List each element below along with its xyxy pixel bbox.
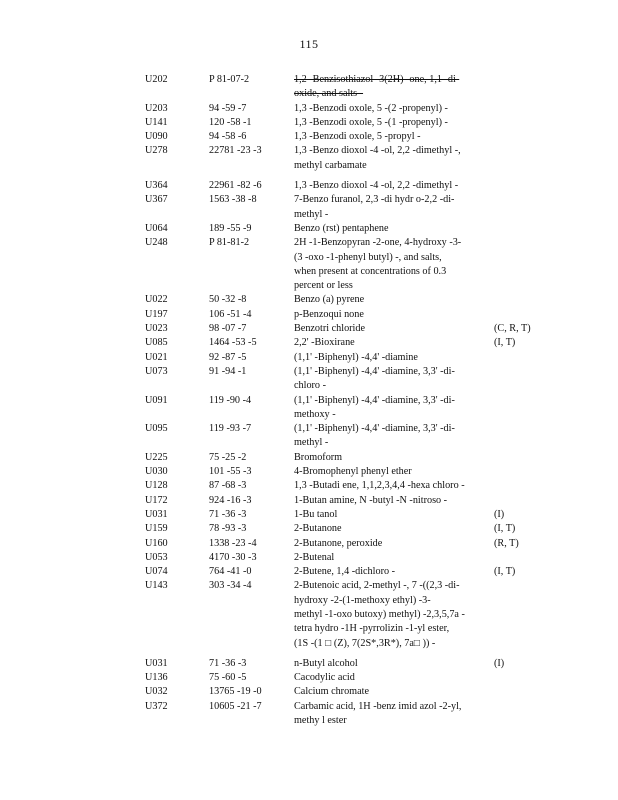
substance-name-line: methy l ester bbox=[294, 715, 347, 727]
substance-name-line: Benzotri chloride bbox=[294, 323, 366, 335]
waste-code: U030 bbox=[145, 466, 168, 478]
table-row bbox=[145, 508, 545, 522]
substance-name-line: 1-Bu tanol bbox=[294, 508, 338, 520]
table-row bbox=[145, 236, 545, 293]
waste-code: U031 bbox=[145, 657, 168, 669]
substance-name-line: 2-Butenal bbox=[294, 551, 335, 563]
table-row bbox=[145, 685, 545, 699]
table-row bbox=[145, 322, 545, 336]
waste-code: U053 bbox=[145, 551, 168, 563]
hazard-code: (I, T) bbox=[494, 523, 516, 535]
cas-number: 13765 -19 -0 bbox=[209, 686, 262, 698]
cas-number: 1464 -53 -5 bbox=[209, 337, 257, 349]
substance-name-line: chloro - bbox=[294, 380, 326, 392]
substance-name-line: when present at concentrations of 0.3 bbox=[294, 265, 447, 277]
cas-number: 189 -55 -9 bbox=[209, 222, 252, 234]
substance-name-line: (3 -oxo -1-phenyl butyl) -, and salts, bbox=[294, 251, 442, 263]
cas-number: 75 -60 -5 bbox=[209, 672, 247, 684]
table-row bbox=[145, 522, 545, 536]
cas-number: 22781 -23 -3 bbox=[209, 145, 262, 157]
table-row bbox=[145, 293, 545, 307]
cas-number: 1563 -38 -8 bbox=[209, 194, 257, 206]
substance-name-line: 1,3 -Benzodi oxole, 5 -(1 -propenyl) - bbox=[294, 116, 448, 128]
substance-name-line: 2-Butanone, peroxide bbox=[294, 537, 383, 549]
waste-code: U128 bbox=[145, 480, 168, 492]
cas-number: 119 -90 -4 bbox=[209, 394, 252, 406]
table-row bbox=[145, 494, 545, 508]
substance-name bbox=[294, 522, 486, 536]
substance-name-line: Cacodylic acid bbox=[294, 672, 355, 684]
cas-number: 101 -55 -3 bbox=[209, 466, 252, 478]
substance-name-line: oxide, and salts - bbox=[294, 88, 364, 100]
hazard-code: (I) bbox=[494, 508, 505, 520]
table-row bbox=[145, 102, 545, 116]
waste-code: U073 bbox=[145, 365, 168, 377]
waste-code: U136 bbox=[145, 672, 168, 684]
substance-name-line: tetra hydro -1H -pyrrolizin -1-yl ester, bbox=[294, 623, 450, 635]
cas-number: 71 -36 -3 bbox=[209, 657, 247, 669]
substance-name-line: p-Benzoqui none bbox=[294, 308, 364, 320]
cas-number: 119 -93 -7 bbox=[209, 423, 252, 435]
substance-name-line: Bromoform bbox=[294, 451, 343, 463]
table-row bbox=[145, 116, 545, 130]
waste-code: U159 bbox=[145, 523, 168, 535]
page-number: 115 bbox=[299, 37, 319, 51]
substance-name-line: 2-Butene, 1,4 -dichloro - bbox=[294, 566, 395, 578]
cas-number: 764 -41 -0 bbox=[209, 566, 252, 578]
table-row bbox=[145, 193, 545, 222]
table-row bbox=[145, 336, 545, 350]
substance-name bbox=[294, 116, 486, 130]
substance-name-line: 1,3 -Benzo dioxol -4 -ol, 2,2 -dimethyl -, bbox=[294, 145, 461, 157]
substance-name-line: Benzo (rst) pentaphene bbox=[294, 222, 389, 234]
substance-name bbox=[294, 73, 486, 102]
waste-code: U032 bbox=[145, 686, 168, 698]
table-row bbox=[145, 144, 545, 173]
substance-name bbox=[294, 565, 486, 579]
table-row bbox=[145, 422, 545, 451]
substance-name bbox=[294, 422, 486, 451]
substance-name bbox=[294, 579, 486, 650]
substance-name-line: n-Butyl alcohol bbox=[294, 657, 358, 669]
substance-name bbox=[294, 351, 486, 365]
cas-number: 4170 -30 -3 bbox=[209, 551, 257, 563]
hazard-code: (I, T) bbox=[494, 566, 516, 578]
cas-number: 303 -34 -4 bbox=[209, 580, 252, 592]
substance-name bbox=[294, 365, 486, 394]
substance-name-line: methyl carbamate bbox=[294, 159, 367, 171]
cas-number: 94 -59 -7 bbox=[209, 102, 247, 114]
waste-code: U203 bbox=[145, 102, 168, 114]
waste-code: U197 bbox=[145, 308, 168, 320]
substance-name bbox=[294, 236, 486, 293]
table-row bbox=[145, 579, 545, 650]
cas-number: 50 -32 -8 bbox=[209, 294, 247, 306]
substance-name bbox=[294, 144, 486, 173]
substance-name-line: 2-Butenoic acid, 2-methyl -, 7 -((2,3 -di- bbox=[294, 580, 460, 592]
waste-code: U085 bbox=[145, 337, 168, 349]
table-row bbox=[145, 130, 545, 144]
cas-number: 71 -36 -3 bbox=[209, 508, 247, 520]
substance-name-line: 1,3 -Butadi ene, 1,1,2,3,4,4 -hexa chloro - bbox=[294, 480, 465, 492]
waste-code: U074 bbox=[145, 566, 168, 578]
table-row bbox=[145, 451, 545, 465]
waste-code: U364 bbox=[145, 180, 168, 192]
substance-name bbox=[294, 479, 486, 493]
table-row bbox=[145, 308, 545, 322]
hazard-code: (C, R, T) bbox=[494, 323, 531, 335]
substance-name bbox=[294, 193, 486, 222]
table-row bbox=[145, 551, 545, 565]
substance-name bbox=[294, 179, 486, 193]
table-row bbox=[145, 394, 545, 423]
table-row bbox=[145, 222, 545, 236]
waste-code: U021 bbox=[145, 351, 168, 363]
hazard-code: (I, T) bbox=[494, 337, 516, 349]
cas-number: 87 -68 -3 bbox=[209, 480, 247, 492]
substance-name bbox=[294, 508, 486, 522]
table-row bbox=[145, 700, 545, 729]
substance-name bbox=[294, 494, 486, 508]
substance-name-line: Carbamic acid, 1H -benz imid azol -2-yl, bbox=[294, 700, 462, 712]
waste-code: U160 bbox=[145, 537, 168, 549]
waste-code: U090 bbox=[145, 131, 168, 143]
cas-number: 1338 -23 -4 bbox=[209, 537, 257, 549]
cas-number: 78 -93 -3 bbox=[209, 523, 247, 535]
cas-number: 924 -16 -3 bbox=[209, 494, 252, 506]
substance-name-line: (1,1' -Biphenyl) -4,4' -diamine, 3,3' -di- bbox=[294, 394, 455, 406]
substance-name-line: 1-Butan amine, N -butyl -N -nitroso - bbox=[294, 494, 448, 506]
substance-name-line: methyl - bbox=[294, 208, 329, 220]
cas-number: 75 -25 -2 bbox=[209, 451, 247, 463]
substance-name bbox=[294, 465, 486, 479]
waste-code-table bbox=[145, 73, 545, 728]
substance-name-line: 1,3 -Benzo dioxol -4 -ol, 2,2 -dimethyl - bbox=[294, 180, 459, 192]
table-row bbox=[145, 73, 545, 102]
waste-code: U031 bbox=[145, 508, 168, 520]
substance-name bbox=[294, 102, 486, 116]
hazard-code: (I) bbox=[494, 657, 505, 669]
substance-name bbox=[294, 336, 486, 350]
substance-name-line: hydroxy -2-(1-methoxy ethyl) -3- bbox=[294, 594, 431, 606]
substance-name-line: 4-Bromophenyl phenyl ether bbox=[294, 466, 412, 478]
substance-name bbox=[294, 293, 486, 307]
substance-name bbox=[294, 451, 486, 465]
waste-code: U141 bbox=[145, 116, 168, 128]
waste-code: U064 bbox=[145, 222, 168, 234]
waste-code: U172 bbox=[145, 494, 168, 506]
substance-name-line: 7-Benzo furanol, 2,3 -di hydr o-2,2 -di- bbox=[294, 194, 455, 206]
substance-name-line: percent or less bbox=[294, 280, 353, 292]
cas-number: 94 -58 -6 bbox=[209, 131, 247, 143]
substance-name-line: 2H -1-Benzopyran -2-one, 4-hydroxy -3- bbox=[294, 237, 462, 249]
cas-number: 106 -51 -4 bbox=[209, 308, 252, 320]
substance-name-line: (1,1' -Biphenyl) -4,4' -diamine, 3,3' -di- bbox=[294, 423, 455, 435]
waste-code: U091 bbox=[145, 394, 168, 406]
substance-name bbox=[294, 700, 486, 729]
waste-code: U278 bbox=[145, 145, 168, 157]
substance-name-line: 2,2' -Bioxirane bbox=[294, 337, 355, 349]
substance-name bbox=[294, 322, 486, 336]
substance-name bbox=[294, 657, 486, 671]
substance-name-line: Calcium chromate bbox=[294, 686, 369, 698]
substance-name-line: (1,1' -Biphenyl) -4,4' -diamine, 3,3' -di- bbox=[294, 365, 455, 377]
table-row bbox=[145, 479, 545, 493]
substance-name-line: methyl -1-oxo butoxy) methyl) -2,3,5,7a - bbox=[294, 608, 465, 620]
substance-name bbox=[294, 394, 486, 423]
cas-number: P 81-07-2 bbox=[209, 74, 250, 85]
substance-name-line: 2-Butanone bbox=[294, 523, 342, 535]
substance-name bbox=[294, 130, 486, 144]
waste-code: U023 bbox=[145, 323, 168, 335]
waste-code: U225 bbox=[145, 451, 168, 463]
hazard-code: (R, T) bbox=[494, 537, 519, 549]
table-row bbox=[145, 365, 545, 394]
substance-name bbox=[294, 537, 486, 551]
table-row bbox=[145, 657, 545, 671]
cas-number: 98 -07 -7 bbox=[209, 323, 247, 335]
waste-code: U095 bbox=[145, 423, 168, 435]
waste-code: U367 bbox=[145, 194, 168, 206]
waste-code: U372 bbox=[145, 700, 168, 712]
cas-number: 91 -94 -1 bbox=[209, 365, 247, 377]
table-row bbox=[145, 565, 545, 579]
waste-code: U143 bbox=[145, 580, 168, 592]
waste-code: U022 bbox=[145, 294, 168, 306]
substance-name-line: Benzo (a) pyrene bbox=[294, 294, 365, 306]
table-row bbox=[145, 537, 545, 551]
substance-name-line: 1,3 -Benzodi oxole, 5 -(2 -propenyl) - bbox=[294, 102, 448, 114]
cas-number: 92 -87 -5 bbox=[209, 351, 247, 363]
substance-name bbox=[294, 551, 486, 565]
table-row bbox=[145, 351, 545, 365]
cas-number: 10605 -21 -7 bbox=[209, 700, 262, 712]
waste-code: U248 bbox=[145, 237, 168, 249]
substance-name bbox=[294, 308, 486, 322]
table-row bbox=[145, 465, 545, 479]
table-row bbox=[145, 671, 545, 685]
table-row bbox=[145, 179, 545, 193]
substance-name bbox=[294, 671, 486, 685]
substance-name-line: methoxy - bbox=[294, 408, 336, 420]
cas-number: 120 -58 -1 bbox=[209, 116, 252, 128]
substance-name-line: 1,2 -Benzisothiazol -3(2H) -one, 1,1 -di- bbox=[294, 74, 460, 85]
substance-name-line: (1S -(1 □ (Z), 7(2S*,3R*), 7a□ )) - bbox=[294, 637, 436, 649]
substance-name bbox=[294, 222, 486, 236]
substance-name bbox=[294, 685, 486, 699]
substance-name-line: methyl - bbox=[294, 437, 329, 449]
substance-name-line: 1,3 -Benzodi oxole, 5 -propyl - bbox=[294, 131, 421, 143]
cas-number: 22961 -82 -6 bbox=[209, 180, 262, 192]
cas-number: P 81-81-2 bbox=[209, 237, 250, 249]
waste-code: U202 bbox=[145, 74, 168, 85]
substance-name-line: (1,1' -Biphenyl) -4,4' -diamine bbox=[294, 351, 418, 363]
